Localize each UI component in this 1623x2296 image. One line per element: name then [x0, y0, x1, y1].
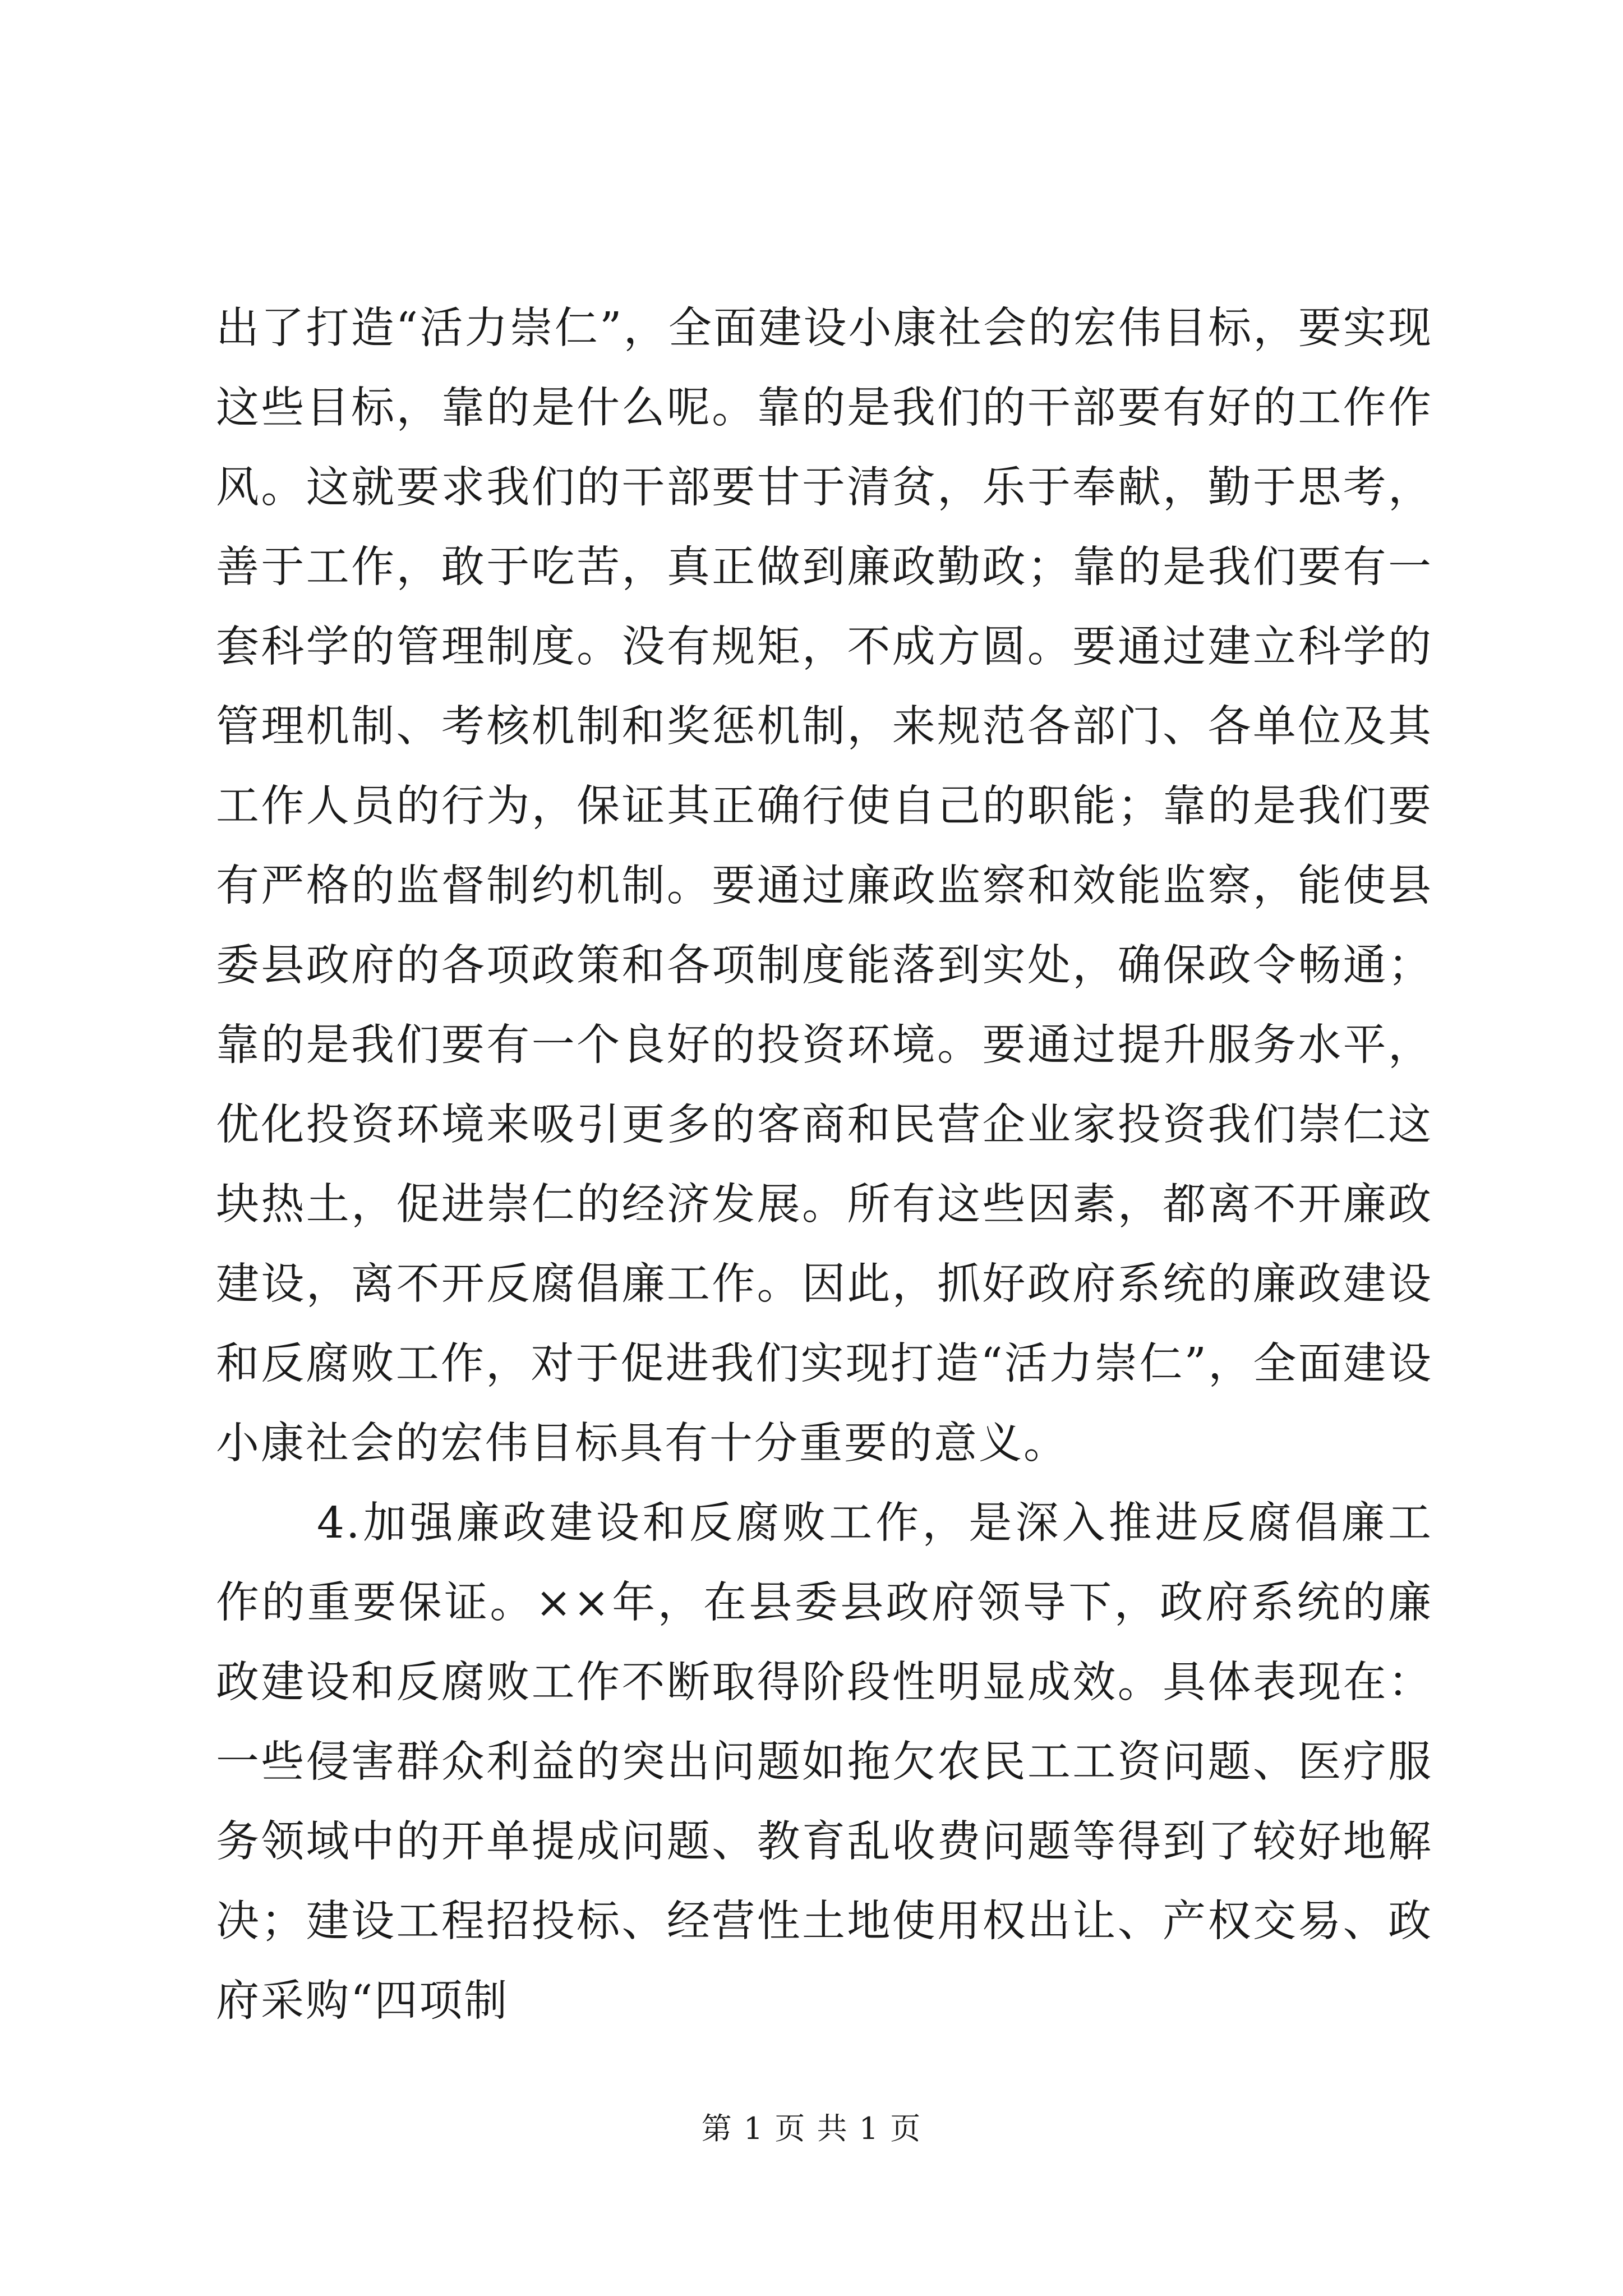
paragraph-2: 4.加强廉政建设和反腐败工作，是深入推进反腐倡廉工作的重要保证。××年，在县委县政府领导下，政府系统的廉政建设和反腐败工作不断取得阶段性明显成效。具体表现在：一些侵害群众利益的突出问题如拖欠农民工工资问题、医疗服务领域中的开单提成问题、教育乱收费问题等得到了较好地解决；建设工程招投标、经营性土地使用权出让、产权交易、政府采购“四项制 [216, 1498, 1433, 2026]
document-body [216, 289, 1433, 2041]
paragraph-1: 出了打造“活力崇仁”，全面建设小康社会的宏伟目标，要实现这些目标，靠的是什么呢。靠的是我们的干部要有好的工作作风。这就要求我们的干部要甘于清贫，乐于奉献，勤于思考，善于工作，敢于吃苦，真正做到廉政勤政；靠的是我们要有一套科学的管理制度。没有规矩，不成方圆。要通过建立科学的管理机制、考核机制和奖惩机制，来规范各部门、各单位及其工作人员的行为，保证其正确行使自己的职能；靠的是我们要有严格的监督制约机制。要通过廉政监察和效能监察，能使县委县政府的各项政策和各项制度能落到实处，确保政令畅通；靠的是我们要有一个良好的投资环境。要通过提升服务水平，优化投资环境来吸引更多的客商和民营企业家投资我们崇仁这块热土，促进崇仁的经济发展。所有这些因素，都离不开廉政建设，离不开反腐倡廉工作。因此，抓好政府系统的廉政建设和反腐败工作，对于促进我们实现打造“活力崇仁”，全面建设小康社会的宏伟目标具有十分重要的意义。 [216, 303, 1433, 1469]
page-footer: 第 1 页 共 1 页 [701, 2111, 922, 2146]
